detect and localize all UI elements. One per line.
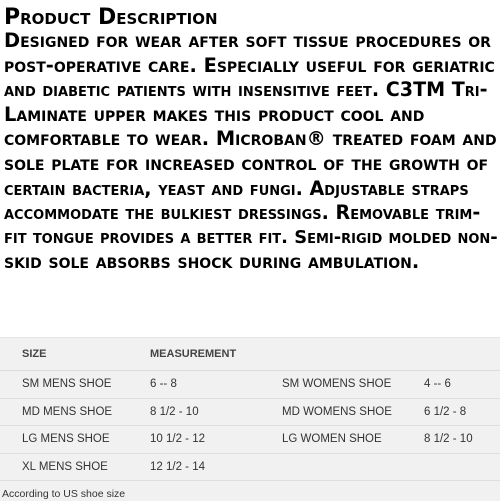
description-body xyxy=(4,29,498,275)
product-description xyxy=(4,6,498,275)
cell-measurement: 10 1/2 - 12 xyxy=(150,426,282,454)
cell-size: MD WOMENS SHOE xyxy=(282,398,424,426)
table-row xyxy=(0,398,500,426)
description-line: skid sole absorbs shock during ambulation. xyxy=(4,250,420,274)
description-line: comfortable to wear. Microban® treated foam and xyxy=(4,127,497,151)
cell-size: SM MENS SHOE xyxy=(0,371,150,399)
table-row xyxy=(0,426,500,454)
description-line: Designed for wear after soft tissue procedures or xyxy=(4,29,491,52)
description-line: Laminate upper makes this product cool and xyxy=(4,102,425,126)
cell-size: LG MENS SHOE xyxy=(0,426,150,454)
description-line: and diabetic patients with insensitive feet. C3TM Tri- xyxy=(4,78,488,102)
cell-measurement: 6 -- 8 xyxy=(150,371,282,399)
size-footnote: According to US shoe size xyxy=(2,488,126,500)
description-title: Product Description xyxy=(4,5,218,30)
header-size: SIZE xyxy=(0,338,150,371)
table-row xyxy=(0,453,500,481)
table-row xyxy=(0,371,500,399)
header-measurement: MEASUREMENT xyxy=(150,338,282,371)
description-line: certain bacteria, yeast and fungi. Adjustable straps xyxy=(4,176,469,200)
size-chart xyxy=(0,337,500,501)
description-line: fit tongue provides a better fit. Semi-rigid molded non- xyxy=(4,226,498,248)
cell-size: LG WOMEN SHOE xyxy=(282,426,424,454)
description-line: sole plate for increased control of the growth of xyxy=(4,151,489,175)
cell-measurement xyxy=(424,453,500,481)
cell-measurement: 8 1/2 - 10 xyxy=(150,398,282,426)
header-measurement-2 xyxy=(424,338,500,371)
cell-measurement: 12 1/2 - 14 xyxy=(150,453,282,481)
cell-size: MD MENS SHOE xyxy=(0,398,150,426)
cell-size xyxy=(282,453,424,481)
description-line: post-operative care. Especially useful for geriatric xyxy=(4,53,495,77)
cell-measurement: 8 1/2 - 10 xyxy=(424,426,500,454)
cell-size: XL MENS SHOE xyxy=(0,453,150,481)
size-table xyxy=(0,338,500,481)
cell-measurement: 4 -- 6 xyxy=(424,371,500,399)
cell-measurement: 6 1/2 - 8 xyxy=(424,398,500,426)
description-line: accommodate the bulkiest dressings. Removable trim- xyxy=(4,201,481,225)
cell-size: SM WOMENS SHOE xyxy=(282,371,424,399)
table-header-row xyxy=(0,338,500,371)
header-size-2 xyxy=(282,338,424,371)
